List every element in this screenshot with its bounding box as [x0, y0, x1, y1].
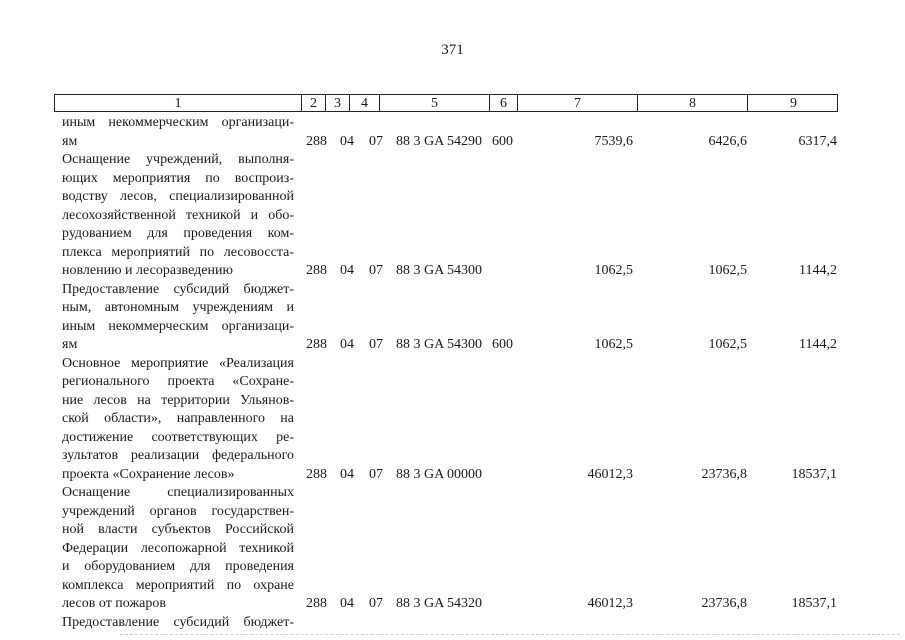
row-values: [0, 262, 905, 281]
cell-c4: 07: [369, 466, 383, 482]
page-number: 371: [441, 42, 464, 58]
cell-c6: 600: [492, 133, 513, 149]
cell-c8: 23736,8: [701, 466, 747, 482]
cell-c8: 6426,6: [708, 133, 747, 149]
cell-c3: 04: [340, 596, 354, 611]
table-row: [0, 281, 905, 355]
cell-c9: 18537,1: [791, 596, 837, 611]
row-name-line: Оснащение специализированных: [62, 485, 294, 500]
cell-c4: 07: [369, 596, 383, 611]
header-col-9: 9: [747, 95, 839, 111]
row-name-line: зультатов реализации федерального: [62, 448, 294, 463]
row-name-line: ной власти субъектов Российской: [62, 522, 294, 537]
cell-c5: 88 3 GA 54300: [396, 337, 482, 352]
row-name-line: новлению и лесоразведению: [62, 263, 233, 278]
table-row: [0, 484, 905, 614]
row-name-line: достижение соответствующих ре-: [62, 429, 294, 445]
header-col-1: 1: [174, 96, 182, 111]
header-col-5: 5: [379, 95, 489, 111]
cell-c3: 04: [340, 466, 354, 482]
table-row: [0, 614, 905, 633]
row-values: [0, 466, 905, 485]
cell-c4: 07: [369, 133, 383, 149]
cell-c3: 04: [340, 133, 354, 149]
cell-c2: 288: [306, 133, 327, 149]
header-col-7: 7: [517, 95, 637, 111]
cell-c3: 04: [340, 263, 354, 278]
row-name-line: учреждений органов государствен-: [62, 503, 294, 519]
cell-c5: 88 3 GA 54320: [396, 596, 482, 611]
cell-c7: 1062,5: [594, 337, 633, 352]
row-name-line: лесохозяйственной техникой и обо-: [62, 207, 294, 223]
cell-c5: 88 3 GA 00000: [396, 466, 482, 482]
cell-c2: 288: [306, 466, 327, 482]
header-col-2: 2: [301, 95, 325, 111]
cell-c2: 288: [306, 596, 327, 611]
cell-c3: 04: [340, 337, 354, 352]
row-name-line: ющих мероприятия по воспроиз-: [62, 170, 294, 186]
cell-c8: 1062,5: [708, 337, 747, 352]
cell-c6: 600: [492, 337, 513, 352]
header-col-6: 6: [489, 95, 517, 111]
cell-c4: 07: [369, 337, 383, 352]
cell-c7: 46012,3: [587, 466, 633, 482]
row-name-line: плекса мероприятий по лесовосста-: [62, 244, 294, 260]
row-name-line: ям: [62, 133, 78, 149]
row-name-line: ние лесов на территории Ульянов-: [62, 392, 294, 408]
cell-c9: 1144,2: [799, 263, 837, 278]
cell-c9: 1144,2: [799, 337, 837, 352]
cell-c9: 18537,1: [791, 466, 837, 482]
row-name-line: и оборудованием для проведения: [62, 559, 294, 574]
cell-c5: 88 3 GA 54300: [396, 263, 482, 278]
row-name-line: ям: [62, 337, 78, 352]
table-body: [0, 114, 905, 632]
table-row: [0, 114, 905, 151]
row-name-line: Основное мероприятие «Реализация: [62, 355, 294, 371]
row-name-line: Предоставление субсидий бюджет-: [62, 281, 294, 297]
cell-c8: 1062,5: [708, 263, 747, 278]
row-name-line: комплекса мероприятий по охране: [62, 577, 294, 593]
row-name-line: Федерации лесопожарной техникой: [62, 540, 294, 556]
row-name-line: лесов от пожаров: [62, 596, 166, 611]
row-values: [0, 595, 905, 614]
row-values: [0, 336, 905, 355]
cell-c7: 1062,5: [594, 263, 633, 278]
row-name-line: иным некоммерческим организаци-: [62, 115, 294, 130]
header-col-3: 3: [325, 95, 349, 111]
cell-c9: 6317,4: [798, 133, 837, 149]
header-col-4: 4: [349, 95, 379, 111]
header-col-8: 8: [637, 95, 747, 111]
cell-c7: 46012,3: [587, 596, 633, 611]
row-name-line: проекта «Сохранение лесов»: [62, 466, 235, 482]
cell-c2: 288: [306, 263, 327, 278]
cell-c5: 88 3 GA 54290: [396, 133, 482, 149]
table-row: [0, 151, 905, 281]
row-name-line: ным, автономным учреждениям и: [62, 300, 294, 315]
cell-c2: 288: [306, 337, 327, 352]
row-name-line: регионального проекта «Сохране-: [62, 374, 294, 389]
row-name-line: Предоставление субсидий бюджет-: [62, 614, 294, 630]
cell-c4: 07: [369, 263, 383, 278]
row-name-line: иным некоммерческим организаци-: [62, 318, 294, 334]
row-values: [0, 614, 905, 633]
row-name-line: ской области», направленного на: [62, 411, 294, 426]
table-row: [0, 355, 905, 485]
cell-c7: 7539,6: [594, 133, 633, 149]
table-header: [54, 94, 838, 112]
row-values: [0, 133, 905, 152]
row-name-line: Оснащение учреждений, выполня-: [62, 152, 294, 167]
row-name-line: водству лесов, специализированной: [62, 189, 294, 204]
row-name-line: рудованием для проведения ком-: [62, 226, 294, 241]
cell-c8: 23736,8: [701, 596, 747, 611]
scan-edge-line: [120, 634, 900, 636]
